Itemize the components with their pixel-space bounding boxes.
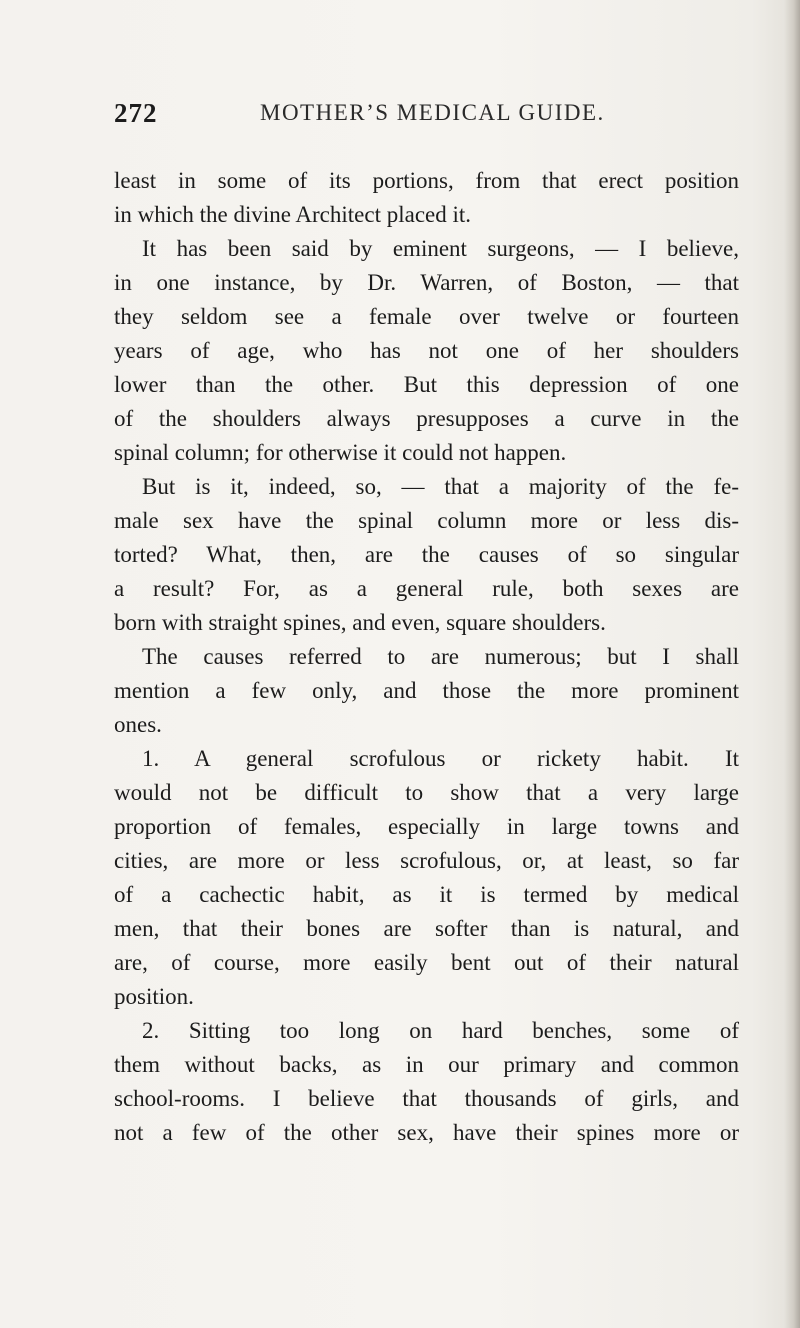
text-line: 2. Sitting too long on hard benches, some of: [142, 1018, 739, 1043]
running-title: MOTHER’S MEDICAL GUIDE.: [260, 100, 605, 125]
text-line: It has been said by eminent surgeons, — I believe,: [142, 236, 739, 261]
text-line: spinal column; for otherwise it could not happen.: [114, 440, 567, 465]
text-line: male sex have the spinal column more or less dis-: [114, 508, 739, 533]
text-line: least in some of its portions, from that erect position: [114, 168, 739, 193]
text-line: 1. A general scrofulous or rickety habit. It: [142, 746, 739, 771]
text-line: them without backs, as in our primary and common: [114, 1052, 739, 1077]
page-number: 272: [114, 98, 158, 128]
text-line: in which the divine Architect placed it.: [114, 202, 472, 227]
text-line: school-rooms. I believe that thousands of girls, and: [114, 1086, 739, 1111]
text-line: born with straight spines, and even, square shoulders.: [114, 610, 606, 635]
text-line: ones.: [114, 712, 162, 737]
text-line: cities, are more or less scrofulous, or, at least, so far: [114, 848, 739, 873]
text-line: in one instance, by Dr. Warren, of Boston, — that: [114, 270, 739, 295]
text-line: The causes referred to are numerous; but I shall: [142, 644, 739, 669]
page-edge-shadow: [784, 0, 800, 1328]
text-line: of a cachectic habit, as it is termed by medical: [114, 882, 739, 907]
text-line: proportion of females, especially in large towns and: [114, 814, 739, 839]
text-line: of the shoulders always presupposes a curve in the: [114, 406, 739, 431]
text-line: lower than the other. But this depression of one: [114, 372, 739, 397]
text-line: years of age, who has not one of her shoulders: [114, 338, 739, 363]
text-line: men, that their bones are softer than is natural, and: [114, 916, 739, 941]
text-line: But is it, indeed, so, — that a majority of the fe-: [142, 474, 739, 499]
text-line: are, of course, more easily bent out of their natural: [114, 950, 739, 975]
body-text: [114, 164, 739, 1150]
text-line: would not be difficult to show that a very large: [114, 780, 739, 805]
text-line: not a few of the other sex, have their spines more or: [114, 1120, 739, 1145]
text-line: a result? For, as a general rule, both sexes are: [114, 576, 739, 601]
text-line: mention a few only, and those the more prominent: [114, 678, 739, 703]
page-header: [114, 98, 734, 138]
text-line: torted? What, then, are the causes of so singular: [114, 542, 739, 567]
text-line: position.: [114, 984, 194, 1009]
text-line: they seldom see a female over twelve or fourteen: [114, 304, 739, 329]
